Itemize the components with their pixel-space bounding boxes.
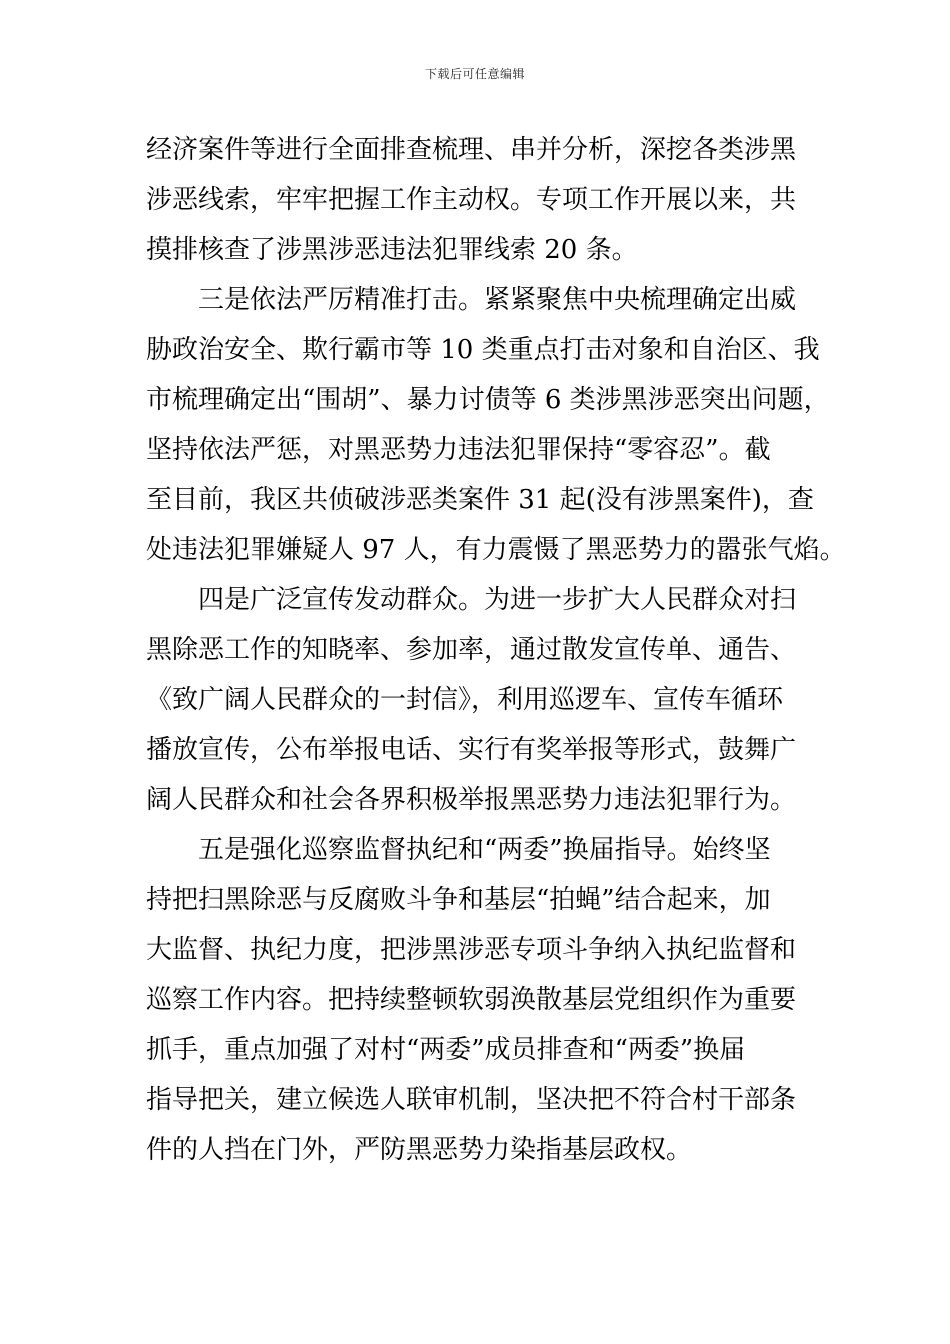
text-line: 阔人民群众和社会各界积极举报黑恶势力违法犯罪行为。: [146, 785, 797, 815]
text-line: 抓手，重点加强了对村“两委”成员排查和“两委”换届: [146, 1035, 746, 1065]
text-line: 至目前，我区共侦破涉恶类案件 31 起(没有涉黑案件)，查: [146, 485, 814, 515]
text-line: 播放宣传，公布举报电话、实行有奖举报等形式，鼓舞广: [146, 735, 797, 765]
text-line: 处违法犯罪嫌疑人 97 人，有力震慑了黑恶势力的嚣张气焰。: [146, 535, 846, 565]
text-line: 指导把关，建立候选人联审机制，坚决把不符合村干部条: [146, 1085, 797, 1115]
text-line: 胁政治安全、欺行霸市等 10 类重点打击对象和自治区、我: [146, 335, 820, 365]
body-text: [146, 128, 846, 1178]
text-line: 大监督、执纪力度，把涉黑涉恶专项斗争纳入执纪监督和: [146, 935, 797, 965]
text-line: 《致广阔人民群众的一封信》，利用巡逻车、宣传车循环: [146, 685, 784, 715]
paragraph-start-line: 四是广泛宣传发动群众。为进一步扩大人民群众对扫: [198, 585, 797, 615]
text-line: 市梳理确定出“围胡”、暴力讨债等 6 类涉黑涉恶突出问题，: [146, 385, 830, 415]
text-line: 摸排核查了涉黑涉恶违法犯罪线索 20 条。: [146, 235, 638, 265]
paragraph-start-line: 三是依法严厉精准打击。紧紧聚焦中央梳理确定出威: [198, 285, 797, 315]
text-line: 持把扫黑除恶与反腐败斗争和基层“拍蝇”结合起来，加: [146, 885, 771, 915]
text-line: 黑除恶工作的知晓率、参加率，通过散发宣传单、通告、: [146, 635, 797, 665]
text-line: 件的人挡在门外，严防黑恶势力染指基层政权。: [146, 1135, 693, 1165]
page-header: 下载后可任意编辑: [424, 67, 525, 81]
text-line: 巡察工作内容。把持续整顿软弱涣散基层党组织作为重要: [146, 985, 797, 1015]
text-line: 涉恶线索，牢牢把握工作主动权。专项工作开展以来，共: [146, 185, 797, 215]
text-line: 坚持依法严惩，对黑恶势力违法犯罪保持“零容忍”。截: [146, 435, 771, 465]
paragraph-start-line: 五是强化巡察监督执纪和“两委”换届指导。始终坚: [198, 835, 771, 865]
text-line: 经济案件等进行全面排查梳理、串并分析，深挖各类涉黑: [146, 135, 797, 165]
